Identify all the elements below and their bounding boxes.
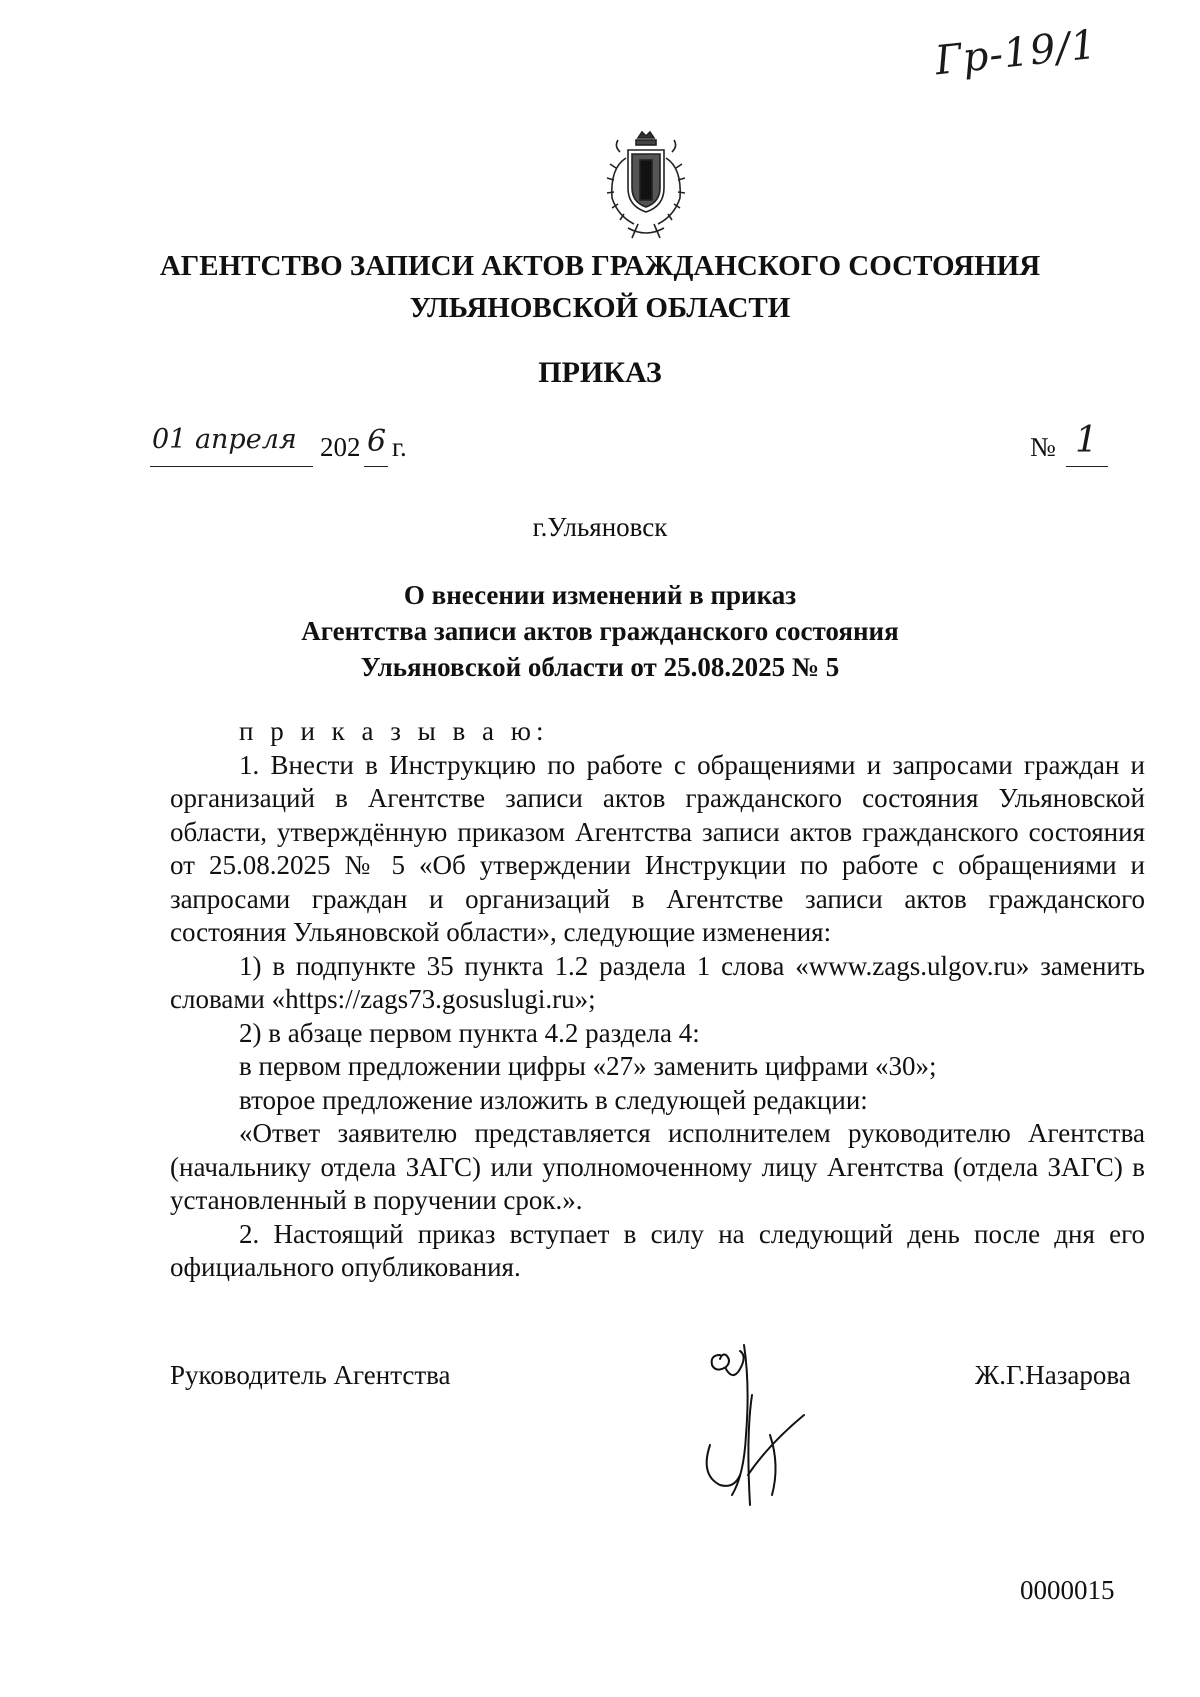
handwritten-signature	[680, 1335, 830, 1515]
paragraph-1: 1. Внести в Инструкцию по работе с обращениями и запросами граждан и организаций в Агентстве записи актов гражданского состояния Ульяновской области, утверждённую приказом Агентства записи актов гражданского состояния от 25.08.2025 № 5 «Об утверждении Инструкции по работе с обращениями и запросами граждан и организаций в Агентстве записи актов гражданского состояния Ульяновской области», следующие изменения:	[170, 749, 1145, 947]
year-prefix: 202	[320, 432, 361, 462]
year-suffix: г.	[392, 432, 407, 462]
organization-name-line1: АГЕНТСТВО ЗАПИСИ АКТОВ ГРАЖДАНСКОГО СОСТОЯНИЯ	[159, 250, 1041, 282]
signer-name: Ж.Г.Назарова	[975, 1360, 1131, 1390]
signer-role: Руководитель Агентства	[170, 1360, 451, 1390]
handwritten-document-number: 1	[1075, 420, 1098, 461]
document-serial-number: 0000015	[1020, 1575, 1115, 1605]
paragraph-1-2-a: в первом предложении цифры «27» заменить цифрами «30»;	[239, 1051, 937, 1081]
number-underline	[1066, 466, 1108, 467]
paragraph-2: 2. Настоящий приказ вступает в силу на следующий день после дня его официального опубликования.	[170, 1218, 1145, 1282]
paragraph-quote: «Ответ заявителю представляется исполнителем руководителю Агентства (начальнику отдела ЗАГС) или уполномоченному лицу Агентства (отдела ЗАГС) в установленный в поручении срок.».	[170, 1118, 1145, 1215]
subject-line1: О внесении изменений в приказ	[403, 580, 797, 610]
subject-line3: Ульяновской области от 25.08.2025 № 5	[360, 652, 840, 682]
handwritten-year-digit: 6	[367, 424, 387, 459]
paragraph-1-2-b: второе предложение изложить в следующей редакции:	[239, 1084, 868, 1115]
handwritten-date: 01 апреля	[152, 424, 297, 455]
paragraph-1-2: 2) в абзаце первом пункта 4.2 раздела 4:	[239, 1017, 700, 1048]
document-body	[170, 715, 1145, 1285]
organization-name-line2: УЛЬЯНОВСКОЙ ОБЛАСТИ	[409, 292, 791, 324]
document-type-title: ПРИКАЗ	[538, 356, 662, 389]
paragraph-1-1: 1) в подпункте 35 пункта 1.2 раздела 1 слова «www.zags.ulgov.ru» заменить словами «https://zags73.gosuslugi.ru»;	[170, 950, 1145, 1014]
date-underline	[150, 466, 313, 467]
coat-of-arms-icon	[598, 128, 694, 248]
number-sign: №	[1030, 432, 1056, 462]
city-line: г.Ульяновск	[532, 512, 668, 542]
subject-line2: Агентства записи актов гражданского состояния	[301, 616, 899, 646]
handwritten-registration-note: Гр-19/1	[933, 21, 1100, 85]
order-word: п р и к а з ы в а ю:	[239, 716, 549, 746]
year-digit-underline	[364, 466, 388, 467]
